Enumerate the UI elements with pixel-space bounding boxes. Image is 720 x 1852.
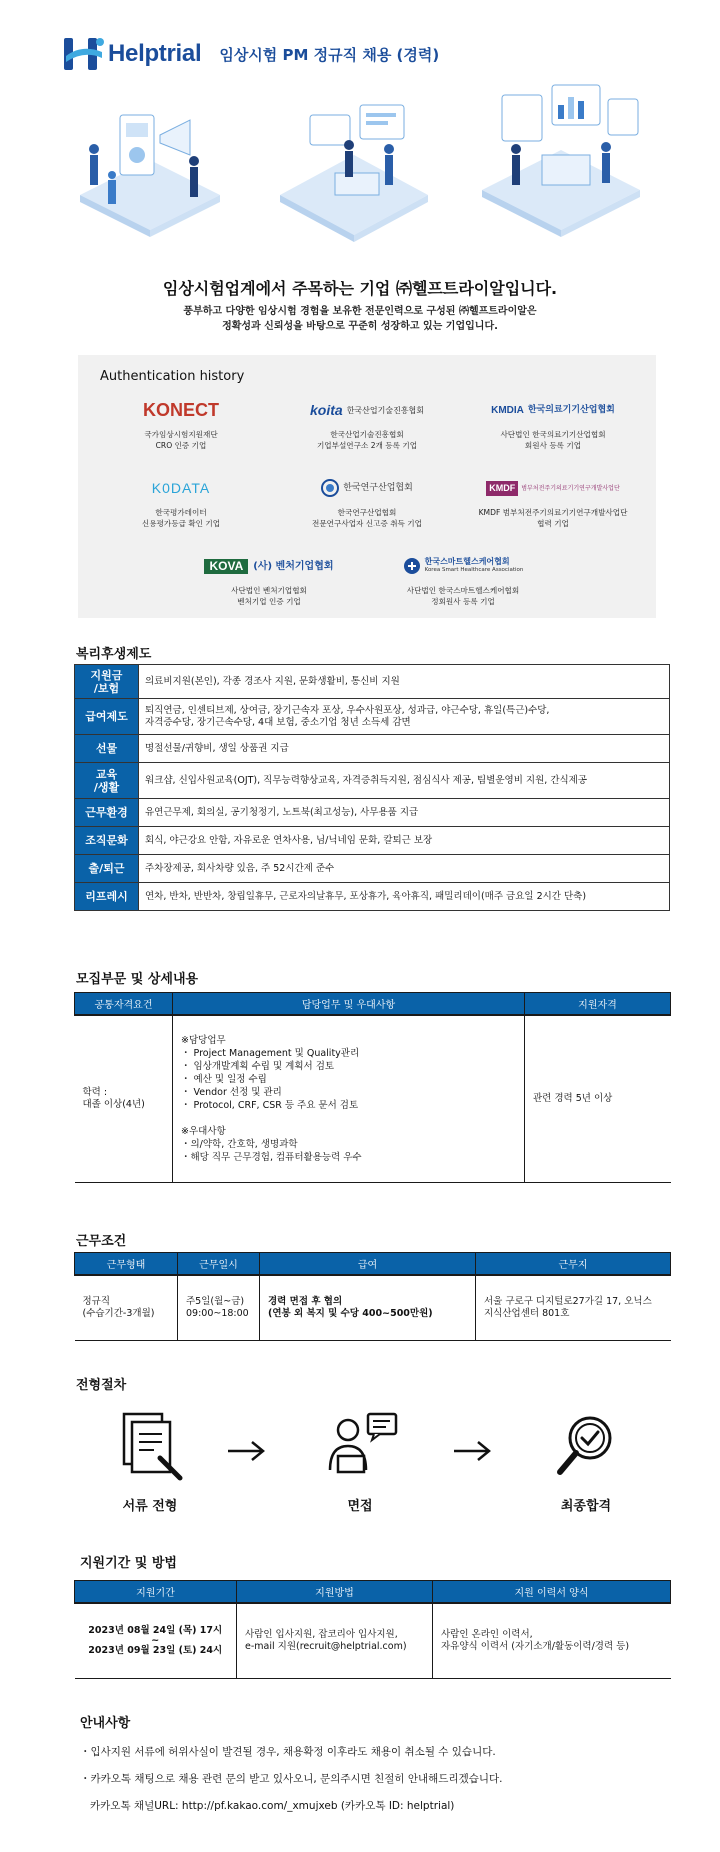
- qualification-cell: 학력 : 대졸 이상(4년): [75, 1015, 173, 1183]
- apply-table: [74, 1580, 671, 1679]
- apply-title: 지원기간 및 방법: [80, 1556, 177, 1571]
- recruit-table: [74, 992, 671, 1183]
- conditions-title: 근무조건: [76, 1234, 127, 1249]
- magnifier-check-icon: [546, 1408, 626, 1484]
- interview-icon: [320, 1408, 400, 1484]
- auth-item-kmdia: KMDIA 한국의료기기산업협회 사단법인 한국의료기기산업협회 회원사 등록 기업: [468, 395, 638, 451]
- table-row: [75, 1603, 671, 1679]
- period-cell: 2023년 08월 24일 (목) 17시 ~ 2023년 09월 23일 (토) 24시: [75, 1603, 237, 1679]
- kmdf-logo-icon: KMDF 범부처전주기의료기기연구개발사업단: [468, 473, 638, 503]
- kakao-channel-note[interactable]: 카카오톡 채널URL: http://pf.kakao.com/_xmujxeb (카카오톡 ID: helptrial): [80, 1800, 455, 1812]
- note-line: ・입사지원 서류에 허위사실이 발견될 경우, 채용확정 이후라도 채용이 취소될 수 있습니다.: [80, 1746, 496, 1758]
- notes-section: [80, 1712, 700, 1826]
- table-header-row: 지원기간 지원방법 지원 이력서 양식: [75, 1581, 671, 1603]
- kova-logo-icon: KOVA (사) 벤처기업협회: [184, 551, 354, 581]
- table-row: 선물 명절선물/귀향비, 생일 상품권 지급: [75, 735, 670, 763]
- document-review-icon: [110, 1408, 190, 1484]
- auth-item-smart-healthcare: 한국스마트헬스케어협회 Korea Smart Healthcare Association 사단법인 한국스마트헬스케어협회 정회원사 등록 기업: [378, 551, 548, 607]
- location-cell: 서울 구로구 디지털로27가길 17, 오닉스 지식산업센터 801호: [476, 1275, 671, 1341]
- notes-title: 안내사항: [80, 1716, 131, 1731]
- page-title: 임상시험 PM 정규직 채용 (경력): [219, 45, 440, 64]
- step-final-pass: 최종합격: [526, 1408, 646, 1514]
- marketing-illustration-icon: [60, 85, 238, 250]
- table-row: 급여제도 퇴직연금, 인센티브제, 상여금, 장기근속자 포상, 우수사원포상, 성과급, 야근수당, 휴일(특근)수당, 자격증수당, 장기근속수당, 4대 보험, 중소기업 청년 소득세 감면: [75, 699, 670, 735]
- table-row: 근무환경 유연근무제, 회의실, 공기청정기, 노트북(최고성능), 사무용품 지급: [75, 799, 670, 827]
- conditions-table: [74, 1252, 671, 1341]
- table-header-row: 공통자격요건 담당업무 및 우대사항 지원자격: [75, 993, 671, 1015]
- intro-subtext: 풍부하고 다양한 임상시험 경험을 보유한 전문인력으로 구성된 ㈜헬프트라이알은 정확성과 신뢰성을 바탕으로 꾸준히 성장하고 있는 기업입니다.: [183, 306, 537, 332]
- salary-cell: 경력 면접 후 협의 (연봉 외 복지 및 수당 400~500만원): [260, 1275, 476, 1341]
- team-dashboard-illustration-icon: [472, 75, 650, 240]
- kmdia-logo-icon: KMDIA 한국의료기기산업협회: [491, 404, 615, 416]
- table-row: [75, 1015, 671, 1183]
- arrow-right-icon: [226, 1439, 266, 1463]
- auth-item-kova: KOVA (사) 벤처기업협회 사단법인 벤처기업협회 벤처기업 인증 기업: [184, 551, 354, 607]
- auth-item-kmdf: KMDF 범부처전주기의료기기연구개발사업단 KMDF 범부처전주기의료기기연구개발사업단 협력 기업: [468, 473, 638, 529]
- konect-logo-icon: KONECT: [143, 399, 219, 420]
- process-title: 전형절차: [76, 1378, 127, 1393]
- table-row: 교육 /생활 워크샵, 신입사원교육(OJT), 직무능력향상교육, 자격증취득지원, 점심식사 제공, 팀별운영비 지원, 간식제공: [75, 763, 670, 799]
- header: [62, 32, 439, 76]
- research-industry-logo-icon: 한국연구산업협회: [282, 473, 452, 503]
- work-type-cell: 정규직 (수습기간-3개월): [75, 1275, 178, 1341]
- authentication-history: [78, 355, 656, 618]
- arrow-right-icon: [452, 1439, 492, 1463]
- recruit-title: 모집부문 및 상세내용: [76, 972, 199, 987]
- method-cell: 사람인 입사지원, 잡코리아 입사지원, e-mail 지원(recruit@helptrial.com): [237, 1603, 433, 1679]
- form-cell: 사람인 온라인 이력서, 자유양식 이력서 (자기소개/활동이력/경력 등): [433, 1603, 671, 1679]
- table-row: 출/퇴근 주차장제공, 회사차량 있음, 주 52시간제 준수: [75, 855, 670, 883]
- requirement-cell: 관련 경력 5년 이상: [525, 1015, 671, 1183]
- office-desk-illustration-icon: [265, 85, 443, 250]
- smart-healthcare-logo-icon: 한국스마트헬스케어협회 Korea Smart Healthcare Association: [378, 551, 548, 581]
- table-row: [75, 1275, 671, 1341]
- illustrations: [60, 85, 660, 255]
- auth-title: Authentication history: [100, 369, 245, 384]
- intro-headline: 임상시험업계에서 주목하는 기업 ㈜헬프트라이알입니다.: [162, 279, 558, 298]
- logo-text: Helptrial: [108, 40, 202, 67]
- welfare-table: [74, 664, 670, 911]
- welfare-title: 복리후생제도: [76, 647, 152, 662]
- koita-logo-icon: koita 한국산업기술진흥협회: [310, 401, 424, 418]
- table-row: 리프레시 연차, 반차, 반반차, 창립일휴무, 근로자의날휴무, 포상휴가, 육아휴직, 패밀리데이(매주 금요일 2시간 단축): [75, 883, 670, 911]
- table-row: 지원금 /보험 의료비지원(본인), 각종 경조사 지원, 문화생활비, 통신비 지원: [75, 665, 670, 699]
- note-line: ・카카오톡 채팅으로 채용 관련 문의 받고 있사오니, 문의주시면 친절히 안내해드리겠습니다.: [80, 1773, 503, 1785]
- auth-item-kodata: K0DATA 한국평가데이터 신용평가등급 확인 기업: [96, 473, 266, 529]
- work-hours-cell: 주5일(월~금) 09:00~18:00: [178, 1275, 260, 1341]
- auth-item-koita: koita 한국산업기술진흥협회 한국산업기술진흥협회 기업부설연구소 2개 등록 기업: [282, 395, 452, 451]
- step-document-screening: 서류 전형: [90, 1408, 210, 1514]
- duties-cell: ※담당업무 ・ Project Management 및 Quality관리 ・ 임상개발계획 수립 및 계획서 검토 ・ 예산 및 일정 수립 ・ Vendor 선정 및 관리 ・ Protocol, CRF, CSR 등 주요 문서 검토 ※우대사항 ・의/약학, 간호학, 생명과학 ・해당 직무 근무경험, 컴퓨터활용능력 우수: [173, 1015, 525, 1183]
- auth-item-konect: KONECT 국가임상시험지원재단 CRO 인증 기업: [96, 395, 266, 451]
- table-header-row: 근무형태 근무일시 급여 근무지: [75, 1253, 671, 1275]
- kodata-logo-icon: K0DATA: [151, 479, 211, 496]
- helptrial-logo-icon: [62, 34, 106, 74]
- auth-item-research-industry: 한국연구산업협회 한국연구산업협회 전문연구사업자 신고증 취득 기업: [282, 473, 452, 529]
- table-row: 조직문화 회식, 야근강요 안함, 자유로운 연차사용, 님/닉네임 문화, 칼퇴근 보장: [75, 827, 670, 855]
- step-interview: 면접: [300, 1408, 420, 1514]
